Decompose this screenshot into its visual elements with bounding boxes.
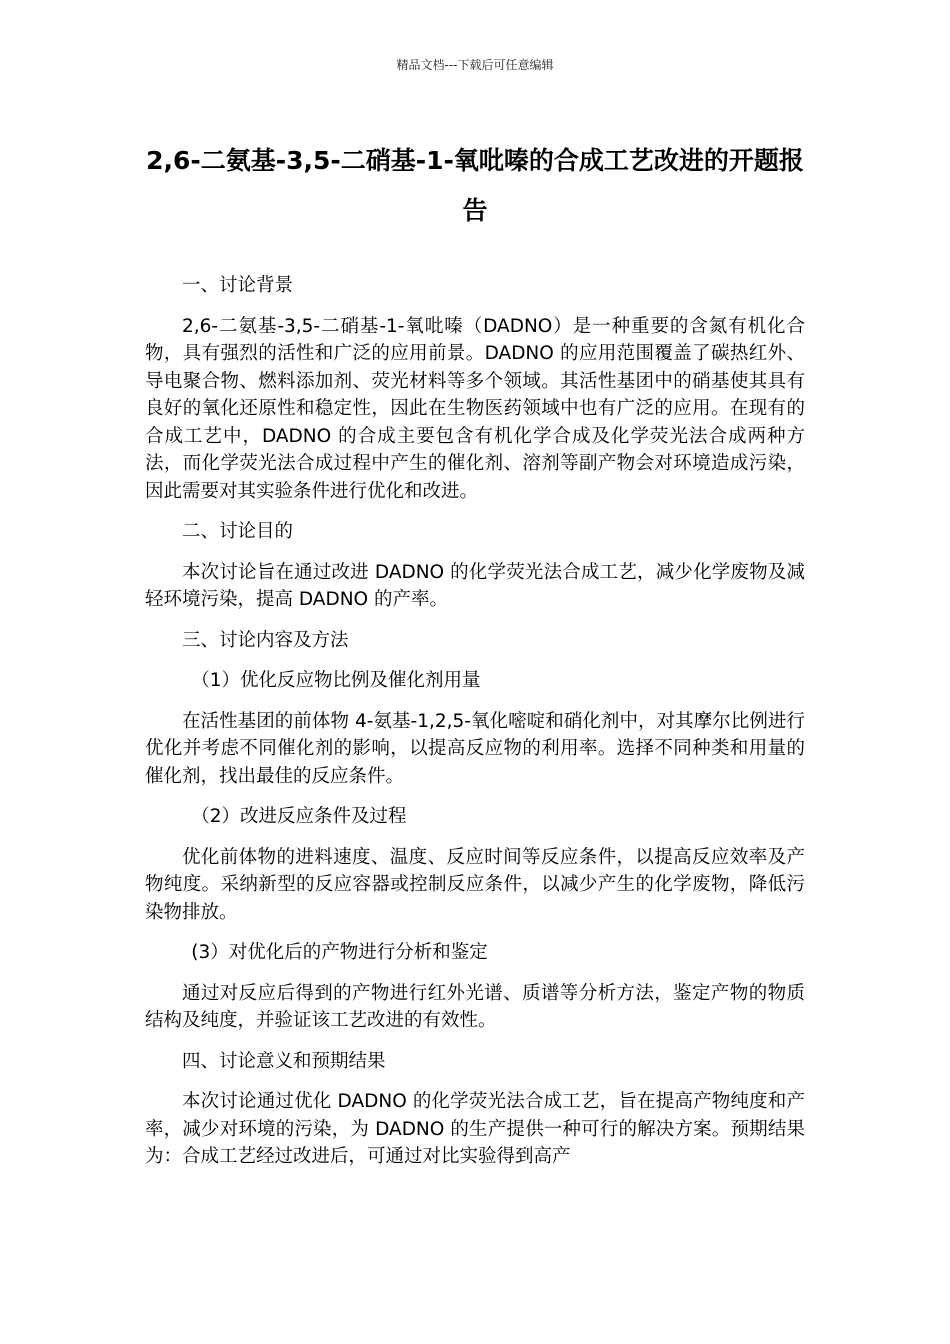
document-title: 2,6-二氨基-3,5-二硝基-1-氧吡嗪的合成工艺改进的开题报告	[146, 146, 804, 225]
paragraph-method-3: 通过对反应后得到的产物进行红外光谱、质谱等分析方法，鉴定产物的物质结构及纯度，并验证该工艺改进的有效性。	[145, 982, 805, 1031]
subheading-method-2: （2）改进反应条件及过程	[191, 806, 407, 827]
paragraph-method-1: 在活性基团的前体物 4-氨基-1,2,5-氧化嘧啶和硝化剂中，对其摩尔比例进行优化并考虑不同催化剂的影响，以提高反应物的利用率。选择不同种类和用量的催化剂，找出最佳的反应条件。	[145, 710, 805, 787]
paragraph-background: 2,6-二氨基-3,5-二硝基-1-氧吡嗪（DADNO）是一种重要的含氮有机化合物，具有强烈的活性和广泛的应用前景。DADNO 的应用范围覆盖了碳热红外、导电聚合物、燃料添加剂、荧光材料等多个领域。其活性基团中的硝基使其具有良好的氧化还原性和稳定性，因此在生物医药领域中也有广泛的应用。在现有的合成工艺中，DADNO 的合成主要包含有机化学合成及化学荧光法合成两种方法，而化学荧光法合成过程中产生的催化剂、溶剂等副产物会对环境造成污染，因此需要对其实验条件进行优化和改进。	[145, 315, 805, 502]
subheading-method-1: （1）优化反应物比例及催化剂用量	[191, 670, 481, 691]
document-body	[145, 272, 805, 1184]
paragraph-purpose: 本次讨论旨在通过改进 DADNO 的化学荧光法合成工艺，减少化学废物及减轻环境污染，提高 DADNO 的产率。	[145, 561, 805, 610]
section-heading-purpose: 二、讨论目的	[182, 521, 294, 542]
subheading-method-3: (3）对优化后的产物进行分析和鉴定	[191, 942, 488, 963]
section-heading-methods: 三、讨论内容及方法	[182, 629, 349, 651]
page-header: 精品文档---下载后可任意编辑	[396, 58, 554, 72]
section-heading-significance: 四、讨论意义和预期结果	[182, 1050, 386, 1072]
paragraph-significance: 本次讨论通过优化 DADNO 的化学荧光法合成工艺，旨在提高产物纯度和产率，减少对环境的污染，为 DADNO 的生产提供一种可行的解决方案。预期结果为：合成工艺经过改进后，可通过对比实验得到高产	[145, 1091, 805, 1167]
paragraph-method-2: 优化前体物的进料速度、温度、反应时间等反应条件，以提高反应效率及产物纯度。采纳新型的反应容器或控制反应条件，以减少产生的化学废物，降低污染物排放。	[145, 846, 805, 923]
section-heading-background: 一、讨论背景	[182, 275, 294, 296]
